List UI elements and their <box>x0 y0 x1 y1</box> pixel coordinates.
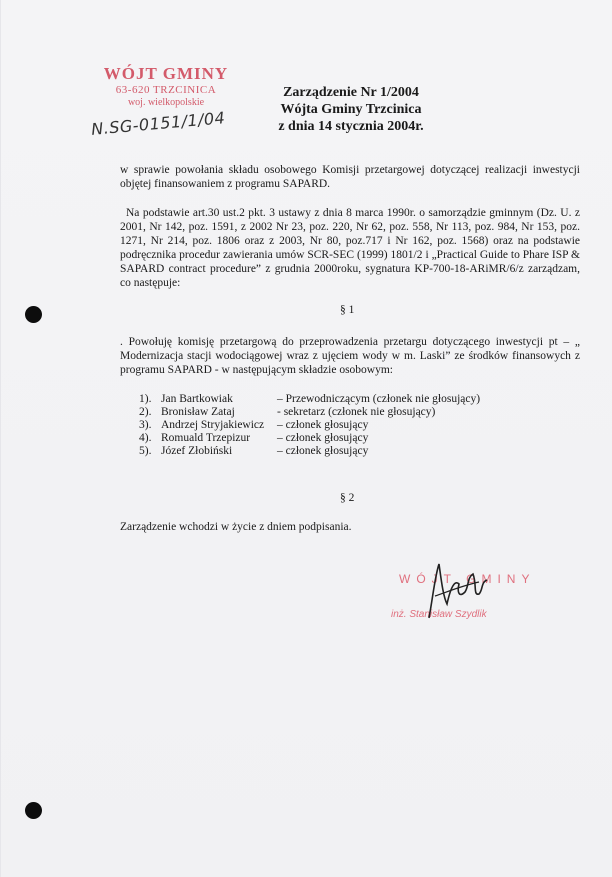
punch-hole <box>25 802 42 819</box>
list-item <box>139 406 480 419</box>
list-item <box>139 432 480 445</box>
member-number: 5). <box>139 445 152 457</box>
legal-basis-paragraph: Na podstawie art.30 ust.2 pkt. 3 ustawy z dnia 8 marca 1990r. o samorządzie gminnym (Dz. U. z 2001, Nr 142, poz. 1591, z 2002 Nr 23, poz. 220, Nr 62, poz. 558, Nr 113, poz. 984, Nr 153, poz. 1271, Nr 214, poz. 1806 oraz z 2003, Nr 80, poz.717 i Nr 162, poz. 1568) oraz na podstawie podręcznika procedur zawierania umów SCR-SEC (1999) 1801/2 i „Practical Guide to Phare ISP & SAPARD contract procedure” z grudnia 2000roku, sygnatura KP-700-18-ARiMR/6/z zarządzam, co następuje: <box>120 207 580 289</box>
member-role: - sekretarz (członek nie głosujący) <box>277 406 436 418</box>
member-role: – Przewodniczącym (członek nie głosujący) <box>277 393 481 405</box>
title-line-3: z dnia 14 stycznia 2004r. <box>278 119 424 134</box>
member-number: 1). <box>139 393 152 405</box>
member-name: Józef Złobiński <box>161 445 233 457</box>
punch-hole <box>25 306 42 323</box>
commission-members-list <box>139 393 480 458</box>
member-number: 3). <box>139 419 152 431</box>
stamp-region: woj. wielkopolskie <box>127 97 205 108</box>
section-2-text: Zarządzenie wchodzi w życie z dniem podpisania. <box>120 521 352 533</box>
subject-paragraph: w sprawie powołania składu osobowego Komisji przetargowej dotyczącej realizacji inwestycji objętej finansowaniem z programu SAPARD. <box>120 164 580 190</box>
title-line-1: Zarządzenie Nr 1/2004 <box>283 85 419 100</box>
section-1-mark: § 1 <box>340 304 355 316</box>
member-role: – członek głosujący <box>277 419 369 431</box>
section-2-mark: § 2 <box>340 492 355 504</box>
member-name: Jan Bartkowiak <box>161 393 233 405</box>
handwritten-reference-number: N.SG-0151/1/04 <box>90 108 226 139</box>
list-item <box>139 445 480 458</box>
section-1-text: . Powołuję komisję przetargową do przeprowadzenia przetargu dotyczącego inwestycji pt – „ Modernizacja stacji wodociągowej wraz z ujęciem wody w m. Laski” ze środków finansowych z programu SAPARD - w następującym składzie osobowym: <box>120 336 580 376</box>
signature-stamp-title: WÓJT GMINY <box>399 572 536 586</box>
list-item <box>139 419 480 432</box>
member-role: – członek głosujący <box>277 445 369 457</box>
member-name: Romuald Trzepizur <box>161 432 251 444</box>
member-name: Andrzej Stryjakiewicz <box>161 419 265 431</box>
office-stamp <box>81 64 251 109</box>
member-name: Bronisław Zataj <box>161 406 235 418</box>
document-title <box>251 84 451 135</box>
stamp-title: WÓJT GMINY <box>103 64 229 83</box>
stamp-postal: 63-620 TRZCINICA <box>115 84 217 96</box>
title-line-2: Wójta Gminy Trzcinica <box>280 102 422 117</box>
member-number: 2). <box>139 406 152 418</box>
signature-stamp-name: inż. Stanisław Szydlik <box>391 609 487 620</box>
member-role: – członek głosujący <box>277 432 369 444</box>
list-item <box>139 393 480 406</box>
handwritten-signature <box>421 556 501 626</box>
member-number: 4). <box>139 432 152 444</box>
